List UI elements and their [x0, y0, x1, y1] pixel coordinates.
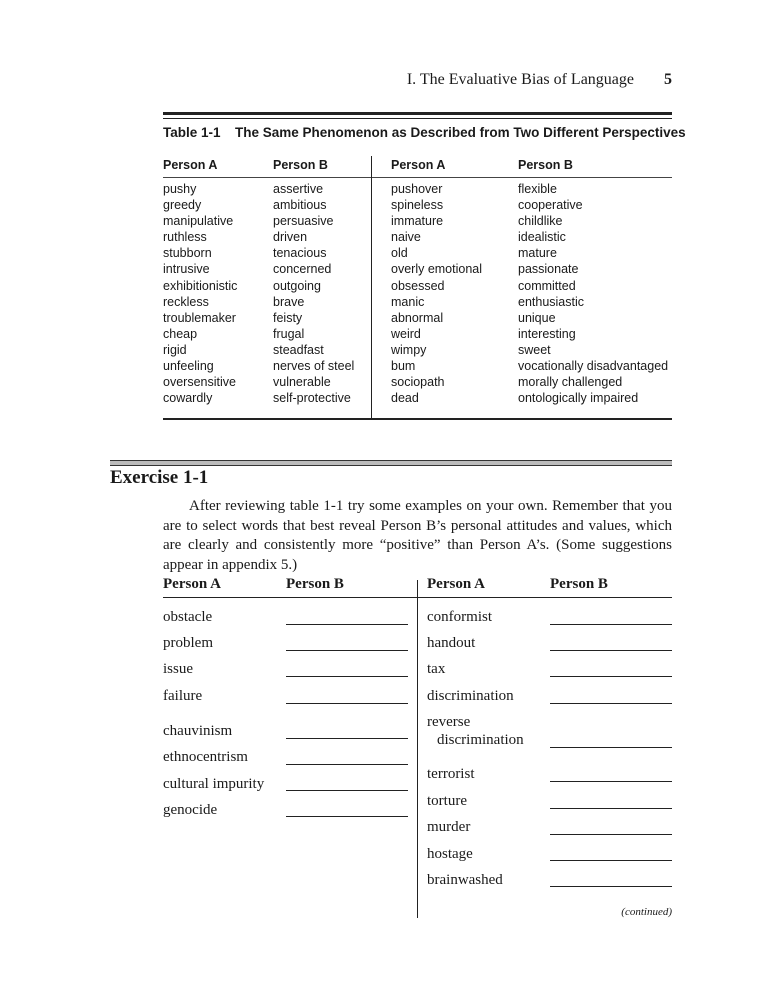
table-cell: cheap — [163, 326, 198, 341]
table-cell: cowardly — [163, 391, 213, 406]
table-cell: tenacious — [273, 246, 327, 261]
answer-blank[interactable] — [550, 676, 672, 677]
table-cell: bum — [391, 359, 416, 374]
running-title: I. The Evaluative Bias of Language — [406, 71, 634, 88]
answer-blank[interactable] — [286, 764, 408, 765]
exercise-item: tax — [427, 661, 446, 677]
exercise-item: discrimination — [437, 732, 524, 748]
table-row — [163, 390, 672, 406]
table-row — [163, 310, 672, 326]
table-cell: obsessed — [391, 278, 445, 293]
table-header-cell: Person A — [163, 158, 218, 172]
exercise-item: reverse — [427, 714, 471, 730]
answer-blank[interactable] — [550, 886, 672, 887]
table-cell: interesting — [518, 326, 576, 341]
table-cell: vocationally disadvantaged — [518, 359, 669, 374]
table-cell: immature — [391, 214, 444, 229]
table-cell: wimpy — [391, 342, 427, 357]
table-cell: manic — [391, 294, 425, 309]
table-cell: stubborn — [163, 246, 212, 261]
table-cell: greedy — [163, 198, 202, 213]
table-cell: ambitious — [273, 198, 327, 213]
table-row — [163, 278, 672, 294]
table-cell: brave — [273, 294, 305, 309]
exercise-item: chauvinism — [163, 723, 233, 739]
table-cell: reckless — [163, 294, 209, 309]
exercise-item: issue — [163, 661, 193, 677]
table-row — [163, 358, 672, 374]
exercise-header-cell: Person B — [550, 576, 608, 592]
table-cell: cooperative — [518, 198, 583, 213]
table-cell: exhibitionistic — [163, 278, 238, 293]
exercise-item: cultural impurity — [163, 776, 265, 792]
exercise-column-divider — [417, 580, 418, 918]
answer-blank[interactable] — [286, 624, 408, 625]
table-cell: frugal — [273, 326, 305, 341]
answer-blank[interactable] — [286, 816, 408, 817]
table-1-1 — [163, 112, 686, 420]
exercise-item: ethnocentrism — [163, 749, 248, 765]
table-cell: ruthless — [163, 230, 207, 245]
exercise-item: torture — [427, 793, 467, 809]
exercise-table — [163, 576, 672, 916]
table-row — [163, 213, 672, 229]
exercise-item: terrorist — [427, 766, 475, 782]
table-row — [163, 342, 672, 358]
answer-blank[interactable] — [550, 703, 672, 704]
exercise-item: obstacle — [163, 609, 213, 625]
answer-blank[interactable] — [550, 650, 672, 651]
exercise-item: failure — [163, 688, 203, 704]
table-cell: driven — [273, 230, 308, 245]
table-caption — [163, 125, 686, 147]
table-cell: naive — [391, 230, 421, 245]
table-caption-text: The Same Phenomenon as Described from Two Different Perspectives — [235, 125, 686, 140]
table-cell: oversensitive — [163, 375, 236, 390]
table-cell: childlike — [518, 214, 563, 229]
table-row — [163, 245, 672, 261]
table-cell: spineless — [391, 198, 444, 213]
exercise-header-cell: Person B — [286, 576, 344, 592]
exercise-item: problem — [163, 635, 213, 651]
table-cell: old — [391, 246, 408, 261]
exercise-item: conformist — [427, 609, 492, 625]
table-cell: concerned — [273, 262, 332, 277]
exercise-item: hostage — [427, 846, 473, 862]
exercise-item: discrimination — [427, 688, 514, 704]
answer-blank[interactable] — [550, 860, 672, 861]
table-row — [163, 374, 672, 390]
table-top-rule — [163, 112, 672, 119]
table-cell: overly emotional — [391, 262, 483, 277]
table-header-cell: Person B — [273, 158, 328, 172]
table-row — [163, 181, 672, 197]
table-row — [163, 294, 672, 310]
table-cell: flexible — [518, 182, 557, 196]
table-cell: idealistic — [518, 230, 566, 245]
answer-blank[interactable] — [286, 676, 408, 677]
exercise-item: genocide — [163, 802, 218, 818]
answer-blank[interactable] — [286, 703, 408, 704]
table-cell: enthusiastic — [518, 294, 585, 309]
answer-blank[interactable] — [286, 650, 408, 651]
table-cell: abnormal — [391, 310, 444, 325]
table-cell: nerves of steel — [273, 359, 355, 374]
table-row — [163, 326, 672, 342]
answer-blank[interactable] — [550, 834, 672, 835]
table-cell: sweet — [518, 342, 551, 357]
table-cell: passionate — [518, 262, 579, 277]
table-cell: pushover — [391, 182, 443, 196]
table-row — [163, 197, 672, 213]
table-cell: assertive — [273, 182, 324, 196]
table-row — [163, 261, 672, 277]
continued-note: (continued) — [621, 906, 672, 918]
exercise-rule — [110, 460, 672, 466]
table-cell: mature — [518, 246, 557, 261]
table-cell: manipulative — [163, 214, 234, 229]
table-cell: troublemaker — [163, 310, 236, 325]
table-cell: vulnerable — [273, 375, 331, 390]
table-cell: persuasive — [273, 214, 334, 229]
table-cell: committed — [518, 278, 576, 293]
exercise-header-cell: Person A — [427, 576, 485, 592]
table-cell: pushy — [163, 182, 197, 196]
answer-blank[interactable] — [550, 808, 672, 809]
table-header-cell: Person A — [391, 158, 446, 172]
table-body — [163, 158, 672, 420]
table-header-row — [163, 158, 672, 178]
table-row — [163, 229, 672, 245]
table-cell: ontologically impaired — [518, 391, 639, 406]
exercise-item: brainwashed — [427, 872, 503, 888]
answer-blank[interactable] — [286, 738, 408, 739]
table-number: Table 1-1 — [163, 125, 221, 140]
table-cell: intrusive — [163, 262, 210, 277]
answer-blank[interactable] — [550, 781, 672, 782]
table-rows — [163, 181, 672, 406]
table-cell: dead — [391, 391, 419, 406]
table-cell: feisty — [273, 310, 303, 325]
table-cell: self-protective — [273, 391, 351, 406]
answer-blank[interactable] — [286, 790, 408, 791]
table-cell: outgoing — [273, 278, 321, 293]
table-header-cell: Person B — [518, 158, 573, 172]
table-cell: morally challenged — [518, 375, 623, 390]
exercise-item: murder — [427, 819, 471, 835]
page-number: 5 — [664, 71, 672, 88]
exercise-title: Exercise 1-1 — [110, 467, 209, 488]
exercise-item: handout — [427, 635, 476, 651]
exercise-intro: After reviewing table 1-1 try some examples on your own. Remember that you are to select words that best reveal Person B’s personal attitudes and values, which are clearly and consistently more “positive” than Person A’s. (Some suggestions appear in appendix 5.) — [163, 498, 672, 573]
answer-blank[interactable] — [550, 624, 672, 625]
answer-blank[interactable] — [550, 747, 672, 748]
table-cell: sociopath — [391, 375, 445, 390]
table-cell: steadfast — [273, 342, 324, 357]
exercise-header-cell: Person A — [163, 576, 221, 592]
table-cell: rigid — [163, 342, 187, 357]
table-cell: unfeeling — [163, 359, 214, 374]
table-cell: unique — [518, 310, 556, 325]
table-cell: weird — [391, 326, 421, 341]
